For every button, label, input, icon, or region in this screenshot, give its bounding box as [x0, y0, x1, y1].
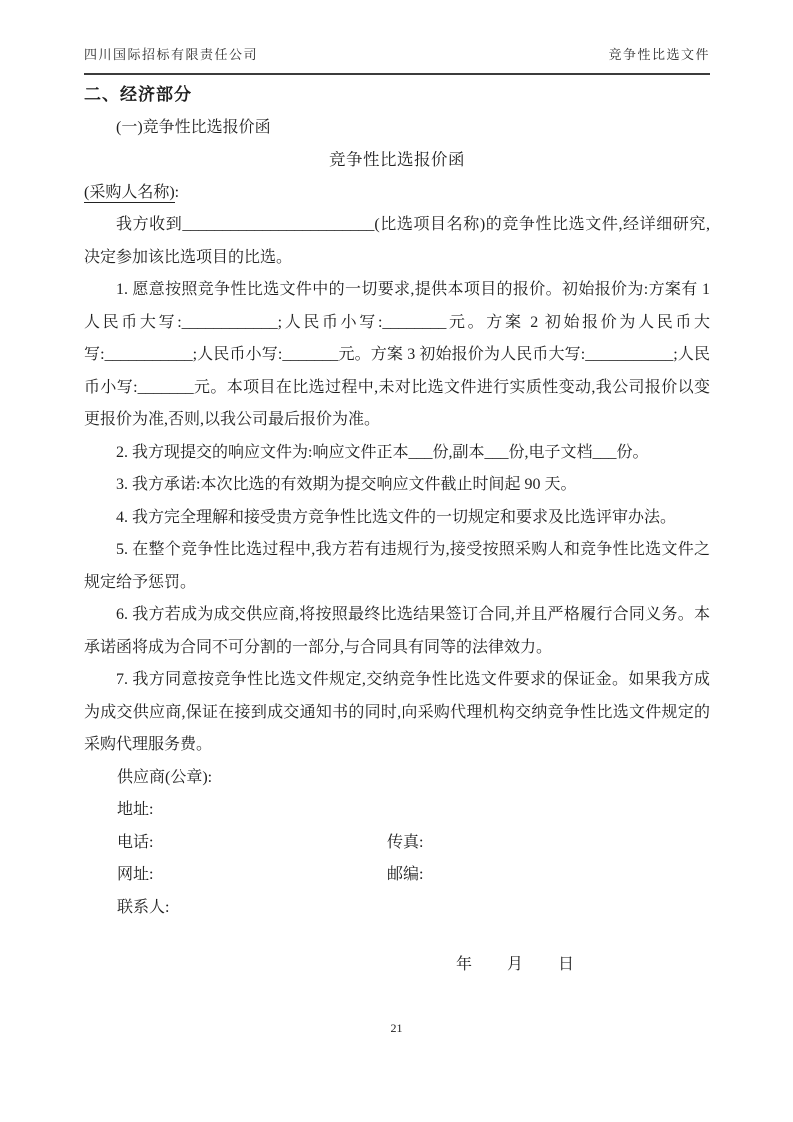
- supplier-zip-label: 邮编:: [387, 866, 424, 883]
- addressee-name-blank: (采购人名称): [84, 183, 175, 201]
- paragraph-item-5: 5. 在整个竞争性比选过程中,我方若有违规行为,接受按照采购人和竞争性比选文件之规定给予惩罚。: [84, 541, 710, 591]
- page-footer: [0, 1021, 793, 1036]
- paragraph-item-6: 6. 我方若成为成交供应商,将按照最终比选结果签订合同,并且严格履行合同义务。本承诺函将成为合同不可分割的一部分,与合同具有同等的法律效力。: [84, 606, 710, 656]
- supplier-phone-label: 电话:: [117, 833, 154, 851]
- section-title: 二、经济部分: [84, 85, 192, 104]
- paragraph-item-3: 3. 我方承诺:本次比选的有效期为提交响应文件截止时间起 90 天。: [116, 476, 577, 493]
- website-zip-line: [84, 859, 710, 892]
- page-number: 21: [390, 1021, 403, 1035]
- supplier-website-label: 网址:: [117, 866, 154, 883]
- paragraph-intro: 我方收到________________________(比选项目名称)的竞争性比选文件,经详细研究,决定参加该比选项目的比选。: [84, 216, 710, 266]
- supplier-fax-label: 传真:: [387, 833, 424, 851]
- header-company-name: 四川国际招标有限责任公司: [84, 47, 259, 62]
- paragraph-item-2: 2. 我方现提交的响应文件为:响应文件正本___份,副本___份,电子文档___份。: [116, 443, 649, 461]
- supplier-address-line: 地址:: [117, 801, 154, 818]
- letter-title: 竞争性比选报价函: [329, 150, 465, 169]
- supplier-contact-line: 联系人:: [117, 898, 170, 916]
- supplier-stamp-line: 供应商(公章):: [117, 768, 213, 786]
- paragraph-item-4: 4. 我方完全理解和接受贵方竞争性比选文件的一切规定和要求及比选评审办法。: [116, 508, 677, 526]
- date-signature-line: 年 月 日: [456, 956, 576, 973]
- subsection-title: (一)竞争性比选报价函: [116, 118, 271, 136]
- addressee-colon: :: [174, 183, 180, 201]
- addressee-line: [84, 177, 710, 210]
- page-header: [84, 44, 710, 75]
- document-body: [84, 79, 710, 982]
- phone-fax-line: [84, 827, 710, 860]
- paragraph-item-1: 1. 愿意按照竞争性比选文件中的一切要求,提供本项目的报价。初始报价为:方案有 1 人民币大写:____________;人民币小写:________元。方案 2 初始报价为人民币大写:___________;人民币小写:_______元。方案 3 初始报价为人民币大写:___________;人民币小写:_______元。本项目在比选过程中,未对比选文件进行实质性变动,我公司报价以变更报价为准,否则,以我公司最后报价为准。: [84, 281, 710, 428]
- header-doc-type: 竞争性比选文件: [608, 47, 710, 62]
- paragraph-item-7: 7. 我方同意按竞争性比选文件规定,交纳竞争性比选文件要求的保证金。如果我方成为成交供应商,保证在接到成交通知书的同时,向采购代理机构交纳竞争性比选文件规定的采购代理服务费。: [84, 671, 710, 753]
